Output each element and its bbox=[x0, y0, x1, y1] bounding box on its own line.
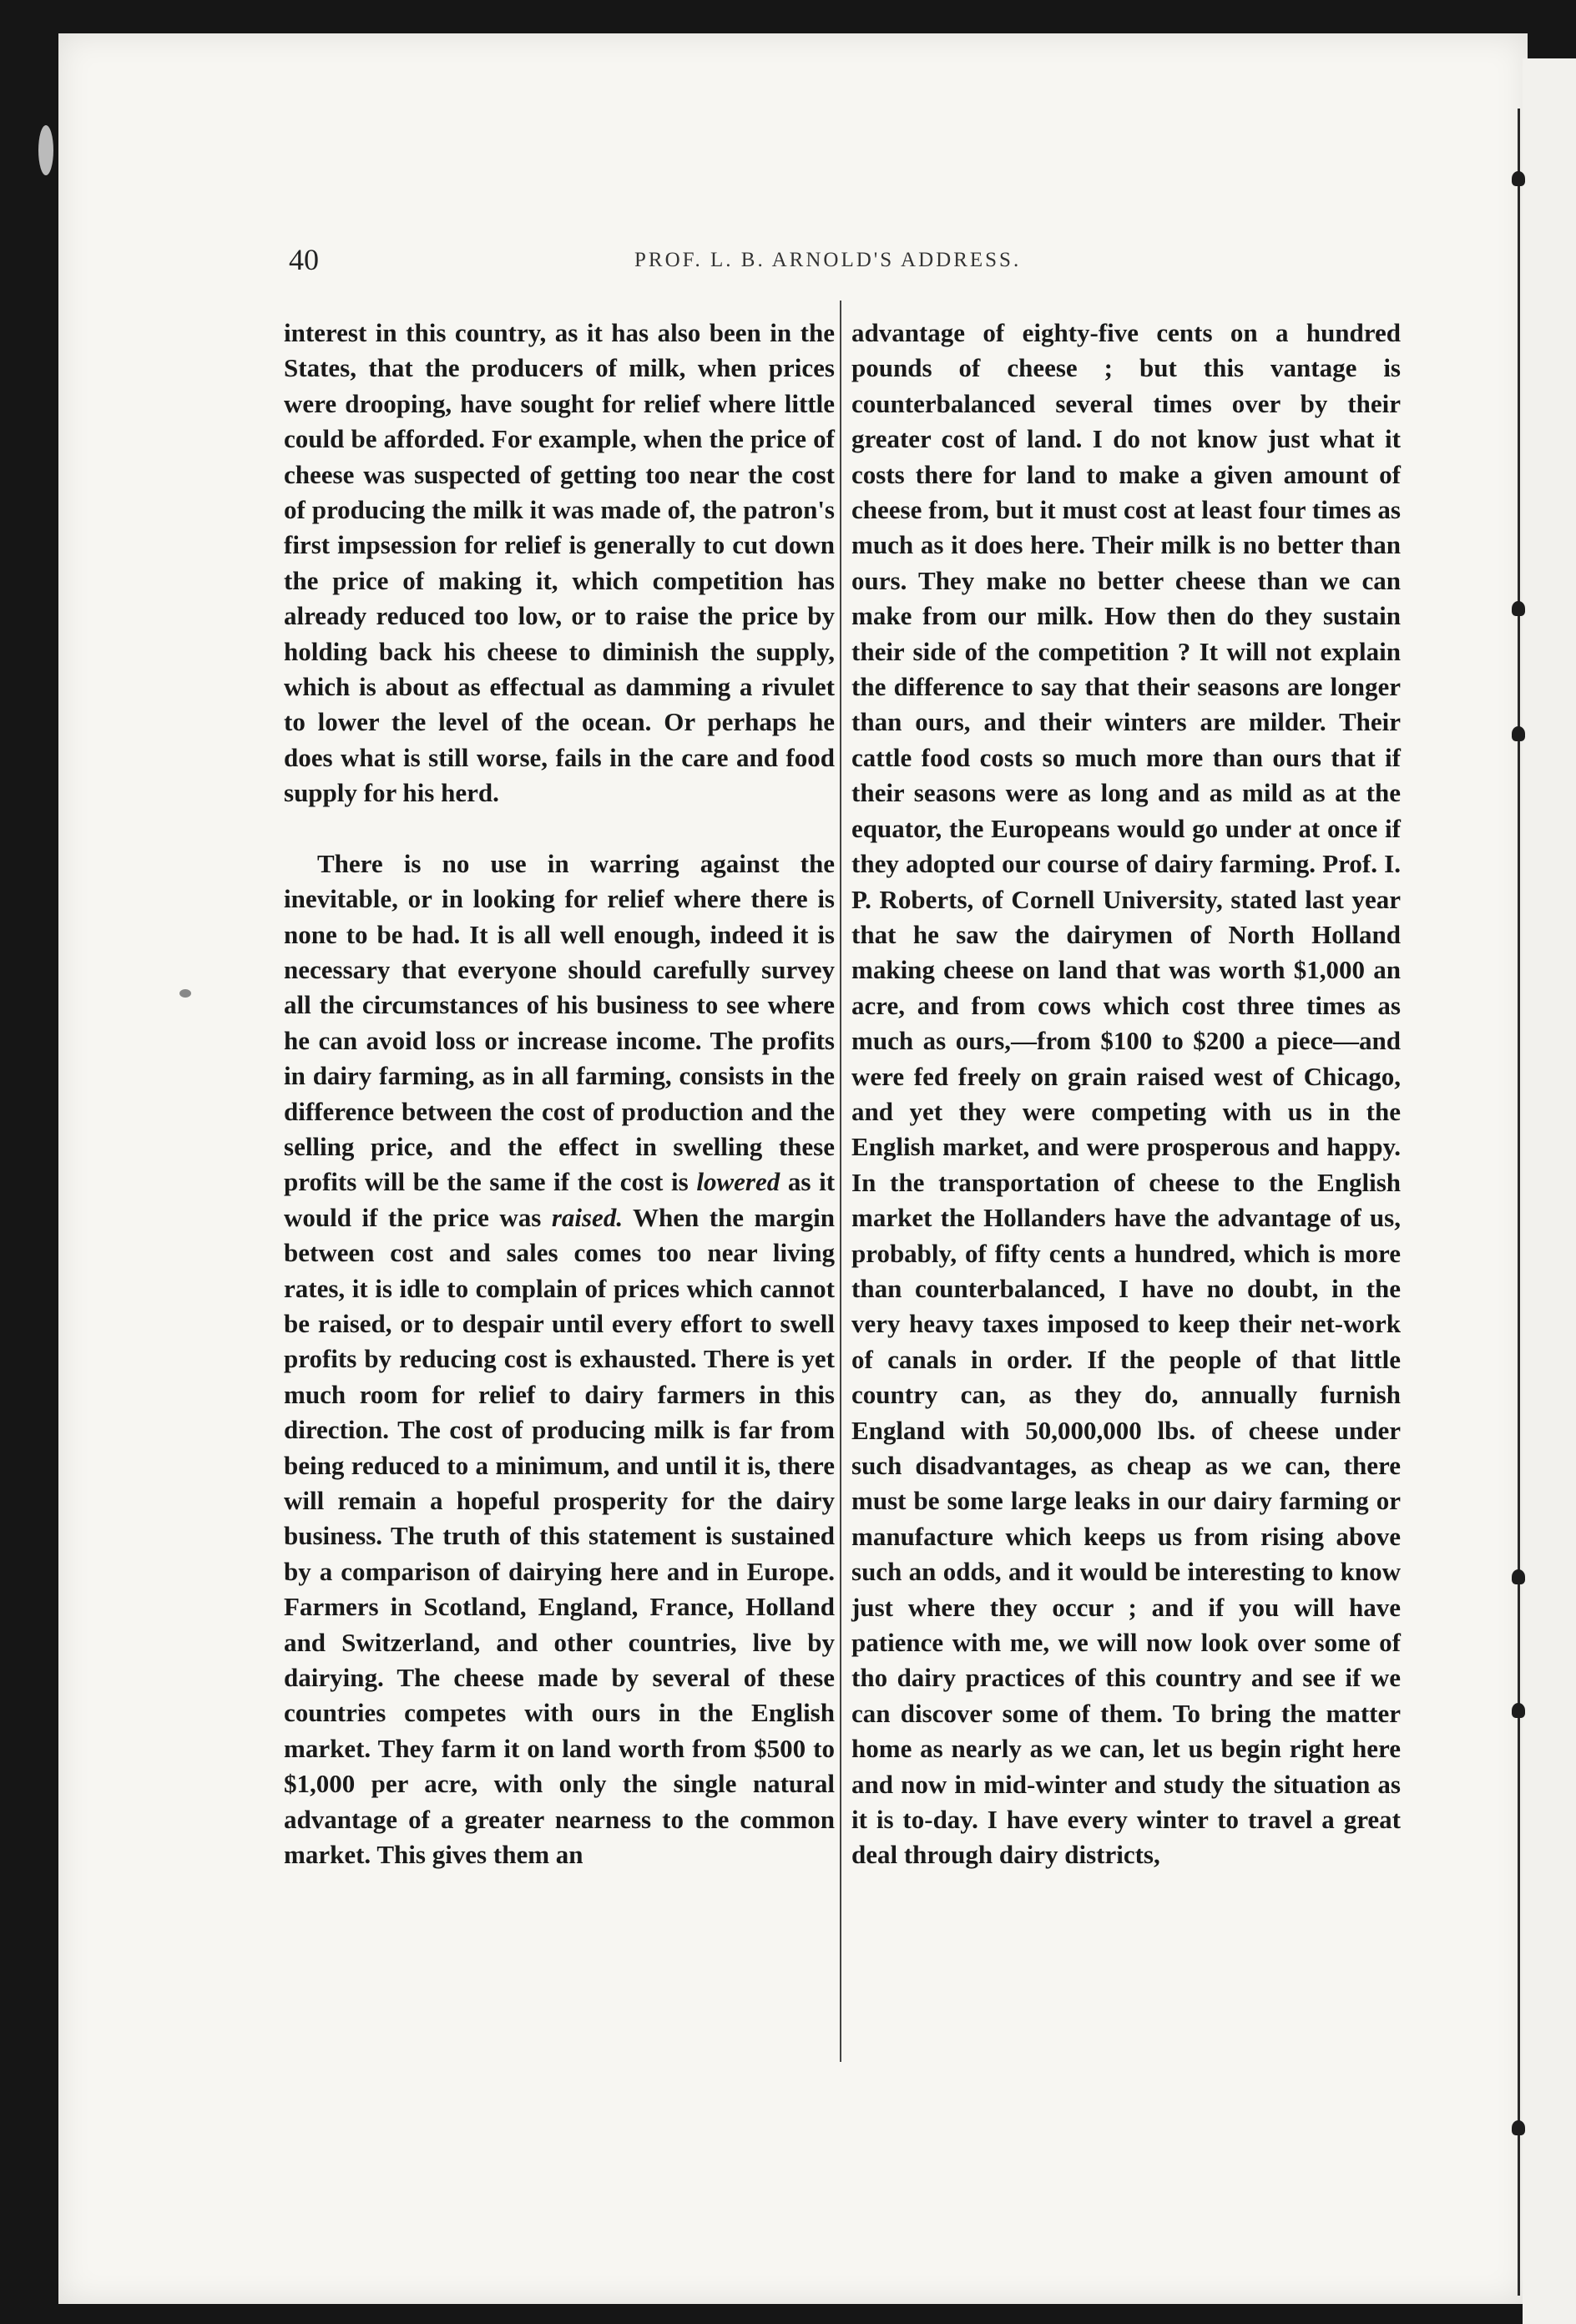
paper-speck bbox=[179, 989, 191, 998]
paper-speck bbox=[38, 125, 53, 175]
edge-mark bbox=[1512, 1703, 1525, 1718]
text-run: as it would if the price was bbox=[284, 1167, 836, 1232]
paragraph bbox=[284, 846, 835, 1873]
edge-mark bbox=[1512, 601, 1525, 616]
running-head: PROF. L. B. ARNOLD'S ADDRESS. bbox=[634, 249, 1022, 271]
edge-mark bbox=[1512, 726, 1525, 741]
edge-mark bbox=[1512, 1569, 1525, 1584]
emphasis: raised. bbox=[551, 1202, 624, 1232]
page-edge-line bbox=[1518, 109, 1520, 2296]
text-run: When the margin between cost and sales comes too near living rates, it is idle to complain of prices which cannot be raised, or to despair until every effort to swell profits by reducing cost is exhausted. There is yet much room for relief to dairy farmers in this direction. The cost of producing milk is far from being reduced to a minimum, and until it is, there will remain a hopeful prosperity for the dairy business. The truth of this statement is sustained by a comparison of dairying here and in Europe. Farmers in Scotland, England, France, Holland and Switzerland, and other countries, live by dairying. The cheese made by several of these countries competes with ours in the English market. They farm it on land worth from $500 to $1,000 per acre, with only the single natural advantage of a greater nearness to the common market. This gives them an bbox=[284, 1202, 835, 1870]
left-column bbox=[284, 316, 835, 1872]
text-run: There is no use in warring against the inevitable, or in looking for relief where there is none to be had. It is all well enough, indeed it is necessary that everyone should carefully survey all the circumstances of his business to see where he can avoid loss or increase income. The profits in dairy farming, as in all farming, consists in the difference between the cost of production and the selling price, and the effect in swelling these profits will be the same if the cost is bbox=[284, 848, 835, 1197]
page-number: 40 bbox=[289, 243, 319, 276]
paragraph: interest in this country, as it has also been in the States, that the producers of milk, when prices were drooping, have sought for relief where little could be afforded. For example, when the price of cheese was suspected of getting too near the cost of producing the milk it was made of, the patron's first impsession for relief is generally to cut down the price of making it, which competition has already reduced too low, or to raise the price by holding back his cheese to diminish the supply, which is about as effectual as damming a rivulet to lower the level of the ocean. Or perhaps he does what is still worse, fails in the care and food supply for his herd. bbox=[284, 318, 835, 808]
edge-mark bbox=[1512, 2120, 1525, 2135]
column-rule bbox=[840, 301, 841, 2062]
paragraph: advantage of eighty-five cents on a hundred pounds of cheese ; but this vantage is counterbalanced several times over by their greater cost of land. I do not know just what it costs there for land to make a given amount of cheese from, but it must cost at least four times as much as it does here. Their milk is no better than ours. They make no better cheese than we can make from our milk. How then do they sustain their side of the competition ? It will not explain the difference to say that their seasons are longer than ours, and their winters are milder. Their cattle food costs so much more than ours that if their seasons were as long and as mild as at the equator, the Europeans would go under at once if they adopted our course of dairy farming. Prof. I. P. Roberts, of Cornell University, stated last year that he saw the dairymen of North Holland making cheese on land that was worth $1,000 an acre, and from cows which cost three times as much as ours,—from $100 to $200 a piece—and were fed freely on grain raised west of Chicago, and yet they were competing with us in the English market, and were prosperous and happy. In the transportation of cheese to the English market the Hollanders have the advantage of us, probably, of fifty cents a hundred, which is more than counterbalanced, I have no doubt, in the very heavy taxes imposed to keep their net-work of canals in order. If the people of that little country can, as they do, annually furnish England with 50,000,000 lbs. of cheese under such disadvantages, as cheap as we can, there must be some large leaks in our dairy farming or manufacture which keeps us from rising above such an odds, and it would be interesting to know just where they occur ; and if you will have patience with me, we will now look over some of tho dairy practices of this country and see if we can discover some of them. To bring the matter home as nearly as we can, let us begin right here and now in mid-winter and study the situation as it is to-day. I have every winter to travel a great deal through dairy districts, bbox=[851, 318, 1401, 1870]
edge-mark bbox=[1512, 171, 1525, 186]
adjacent-page-edge bbox=[1523, 58, 1576, 2324]
right-column bbox=[851, 316, 1401, 1873]
emphasis: lowered bbox=[696, 1167, 780, 1197]
